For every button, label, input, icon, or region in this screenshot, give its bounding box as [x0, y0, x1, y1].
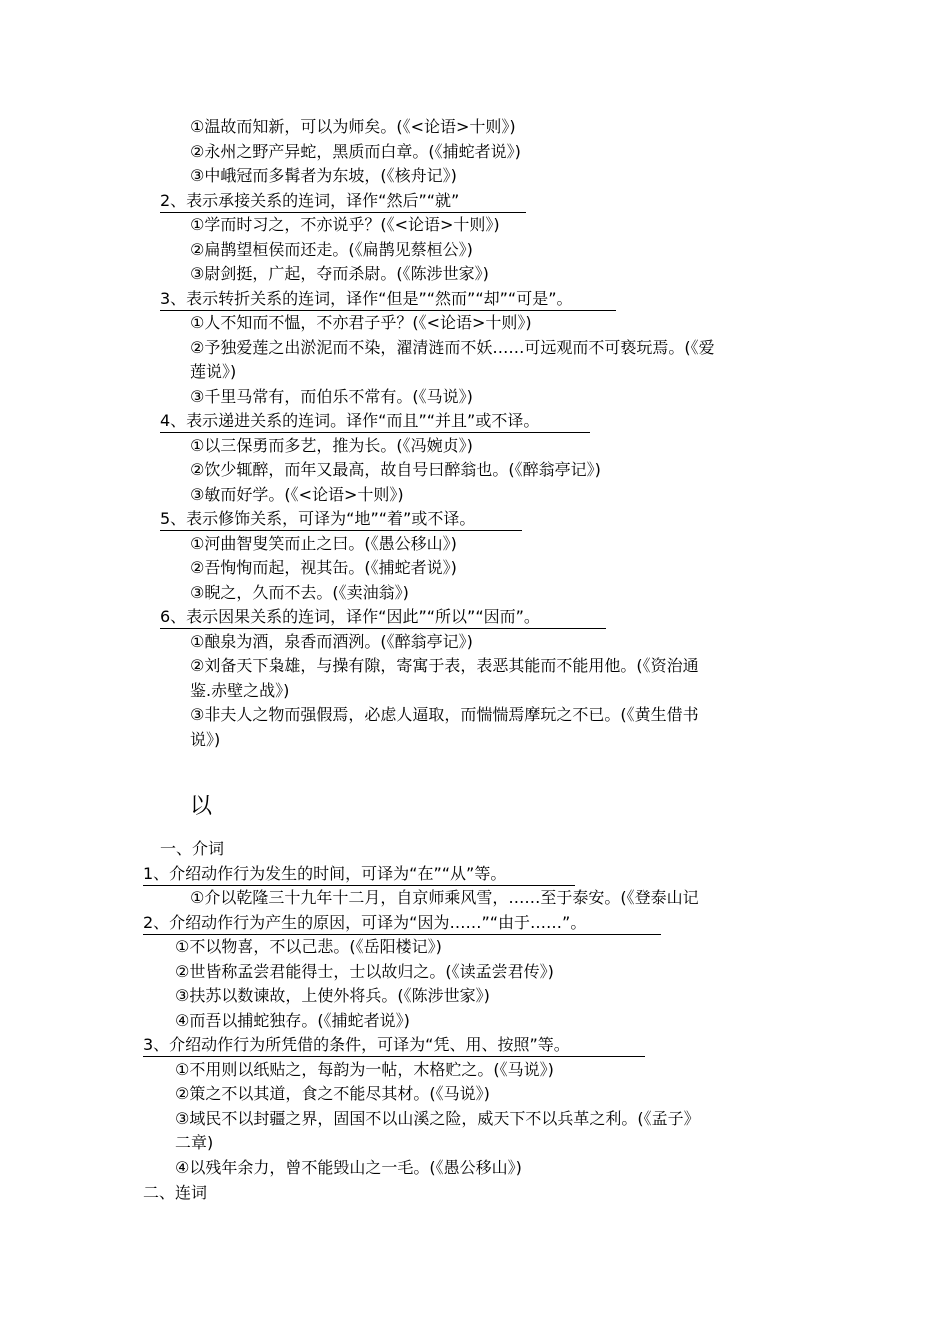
example-line: ①不以物喜，不以己悲。(《岳阳楼记》): [175, 937, 442, 956]
section-heading: 3、介绍动作行为所凭借的条件，可译为“凭、用、按照”等。: [143, 1033, 645, 1057]
section-heading: 5、表示修饰关系，可译为“地”“着”或不译。: [160, 507, 522, 531]
section-heading: 6、表示因果关系的连词，译作“因此”“所以”“因而”。: [160, 605, 606, 629]
example-line: ②永州之野产异蛇，黑质而白章。(《捕蛇者说》): [190, 142, 521, 161]
example-line: ④而吾以捕蛇独存。(《捕蛇者说》): [175, 1011, 410, 1030]
category-heading: 二、连词: [143, 1183, 208, 1202]
section-heading: 2、介绍动作行为产生的原因，可译为“因为……”“由于……”。: [143, 911, 661, 935]
example-line: 鉴.赤壁之战》): [190, 681, 290, 700]
example-line: ②扁鹊望桓侯而还走。(《扁鹊见蔡桓公》): [190, 240, 473, 259]
example-line: 说》): [190, 730, 221, 749]
example-line: ①介以乾隆三十九年十二月，自京师乘风雪，……至于泰安。(《登泰山记: [190, 888, 699, 907]
example-line: ④以残年余力，曾不能毁山之一毛。(《愚公移山》): [175, 1158, 522, 1177]
example-line: ①温故而知新，可以为师矣。(《<论语>十则》): [190, 117, 516, 136]
example-line: ③睨之，久而不去。(《卖油翁》): [190, 583, 409, 602]
section-heading: 4、表示递进关系的连词。译作“而且”“并且”或不译。: [160, 409, 590, 433]
example-line: ②饮少辄醉，而年又最高，故自号曰醉翁也。(《醉翁亭记》): [190, 460, 601, 479]
section-heading: 2、表示承接关系的连词，译作“然后”“就”: [160, 189, 526, 213]
example-line: ①酿泉为酒，泉香而酒洌。(《醉翁亭记》): [190, 632, 473, 651]
example-line: ③尉剑挺，广起，夺而杀尉。(《陈涉世家》): [190, 264, 489, 283]
example-line: ③域民不以封疆之界，固国不以山溪之险，威天下不以兵革之利。(《孟子》: [175, 1109, 700, 1128]
example-line: 莲说》): [190, 362, 237, 381]
section-heading: 3、表示转折关系的连词，译作“但是”“然而”“却”“可是”。: [160, 287, 616, 311]
example-line: ③敏而好学。(《<论语>十则》): [190, 485, 404, 504]
example-line: ②吾恂恂而起，视其缶。(《捕蛇者说》): [190, 558, 457, 577]
example-line: ③中峨冠而多髯者为东坡，(《核舟记》): [190, 166, 457, 185]
example-line: ②刘备天下枭雄，与操有隙，寄寓于表，表恶其能而不能用他。(《资治通: [190, 656, 699, 675]
section-heading: 1、介绍动作行为发生的时间，可译为“在”“从”等。: [143, 862, 575, 886]
category-heading: 一、介词: [160, 839, 225, 858]
example-line: ①河曲智叟笑而止之曰。(《愚公移山》): [190, 534, 457, 553]
example-line: ②策之不以其道，食之不能尽其材。(《马说》): [175, 1084, 490, 1103]
example-line: ③千里马常有，而伯乐不常有。(《马说》): [190, 387, 473, 406]
example-line: ①学而时习之，不亦说乎？(《<论语>十则》): [190, 215, 500, 234]
example-line: 二章): [175, 1133, 214, 1152]
entry-character: 以: [190, 794, 213, 819]
example-line: ②予独爱莲之出淤泥而不染，濯清涟而不妖……可远观而不可亵玩焉。(《爱: [190, 338, 715, 357]
example-line: ①以三保勇而多艺，推为长。(《冯婉贞》): [190, 436, 473, 455]
example-line: ②世皆称孟尝君能得士，士以故归之。(《读孟尝君传》): [175, 962, 554, 981]
example-line: ③扶苏以数谏故，上使外将兵。(《陈涉世家》): [175, 986, 490, 1005]
example-line: ①人不知而不愠，不亦君子乎？(《<论语>十则》): [190, 313, 532, 332]
example-line: ③非夫人之物而强假焉，必虑人逼取，而惴惴焉摩玩之不已。(《黄生借书: [190, 705, 699, 724]
example-line: ①不用则以纸贴之，每韵为一帖，木格贮之。(《马说》): [175, 1060, 554, 1079]
